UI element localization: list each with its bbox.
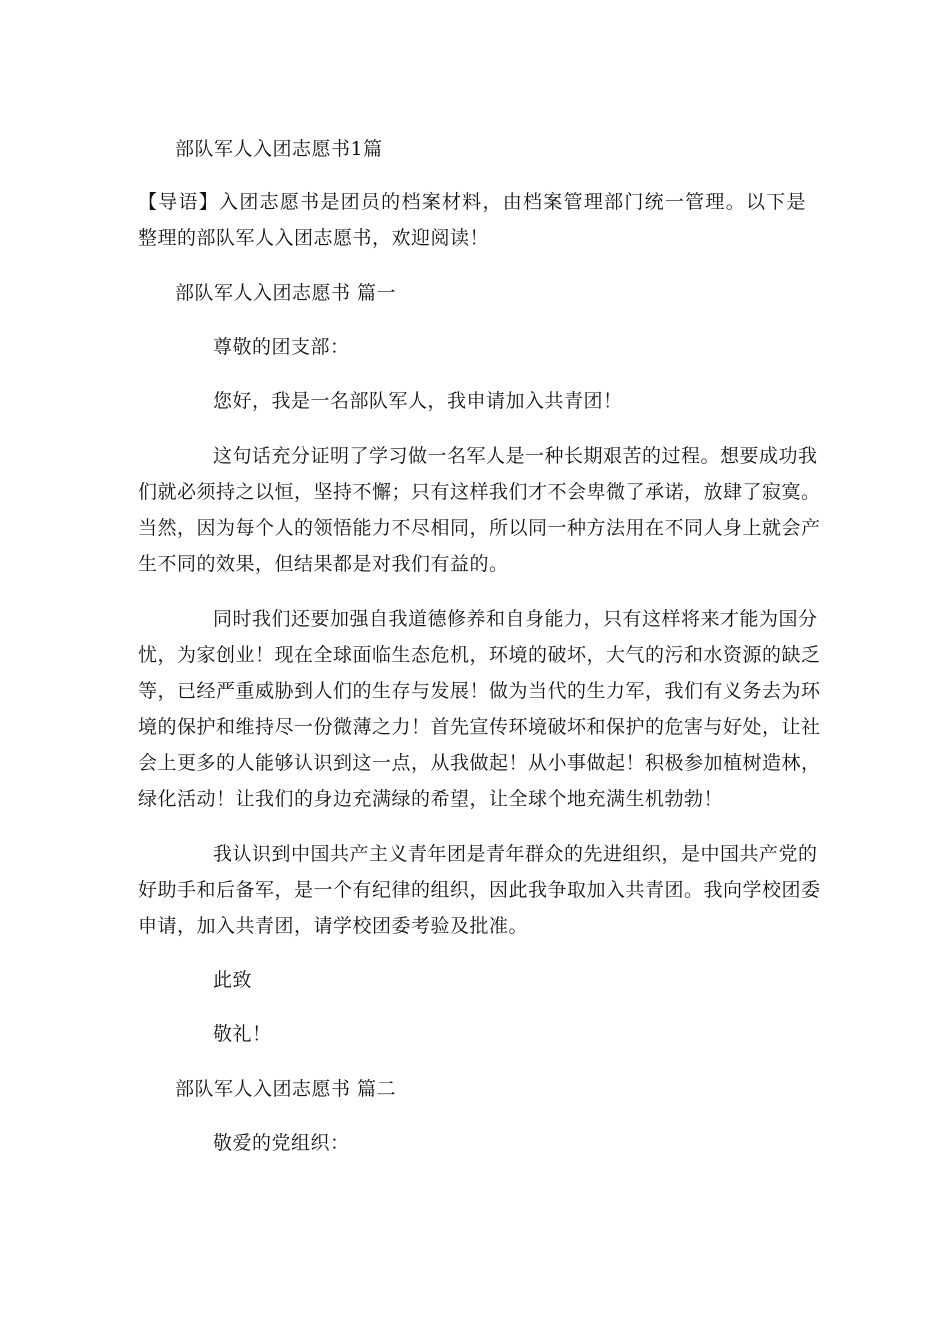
para1-line-2: 们就必须持之以恒，坚持不懈；只有这样我们才不会卑微了承诺，放肆了寂寞。 <box>138 481 821 503</box>
para3-line-2: 好助手和后备军，是一个有纪律的组织，因此我争取加入共青团。我向学校团委 <box>138 879 821 901</box>
closing-jingli: 敬礼！ <box>213 1023 272 1045</box>
section2-salutation: 敬爱的党组织： <box>213 1132 350 1154</box>
para1-line-4: 生不同的效果，但结果都是对我们有益的。 <box>138 553 509 575</box>
para2-line-1: 同时我们还要加强自我道德修养和自身能力，只有这样将来才能为国分 <box>213 608 818 630</box>
para3-line-1: 我认识到中国共产主义青年团是青年群众的先进组织，是中国共产党的 <box>213 843 818 865</box>
para1-line-1: 这句话充分证明了学习做一名军人是一种长期艰苦的过程。想要成功我 <box>213 445 818 467</box>
para1-line-3: 当然，因为每个人的领悟能力不尽相同，所以同一种方法用在不同人身上就会产 <box>138 517 821 539</box>
para2-line-3: 等，已经严重威胁到人们的生存与发展！做为当代的生力军，我们有义务去为环 <box>138 680 821 702</box>
para2-line-5: 会上更多的人能够认识到这一点，从我做起！从小事做起！积极参加植树造林， <box>138 752 821 774</box>
section2-heading: 部队军人入团志愿书 篇二 <box>175 1078 397 1100</box>
closing-zhici: 此致 <box>213 969 253 991</box>
para2-line-4: 境的保护和维持尽一份微薄之力！首先宣传环境破坏和保护的危害与好处，让社 <box>138 716 821 738</box>
para3-line-3: 申请，加入共青团，请学校团委考验及批准。 <box>138 915 529 937</box>
intro-line-1: 【导语】入团志愿书是团员的档案材料，由档案管理部门统一管理。以下是 <box>138 191 806 213</box>
para2-line-6: 绿化活动！让我们的身边充满绿的希望，让全球个地充满生机勃勃！ <box>138 788 724 810</box>
document-title: 部队军人入团志愿书1篇 <box>175 138 383 160</box>
intro-line-2: 整理的部队军人入团志愿书，欢迎阅读！ <box>138 227 490 249</box>
section1-greeting: 您好，我是一名部队军人，我申请加入共青团！ <box>213 390 623 412</box>
para2-line-2: 忧，为家创业！现在全球面临生态危机，环境的破坏，大气的污和水资源的缺乏 <box>138 644 821 666</box>
section1-heading: 部队军人入团志愿书 篇一 <box>175 282 397 304</box>
section1-salutation: 尊敬的团支部： <box>213 336 350 358</box>
